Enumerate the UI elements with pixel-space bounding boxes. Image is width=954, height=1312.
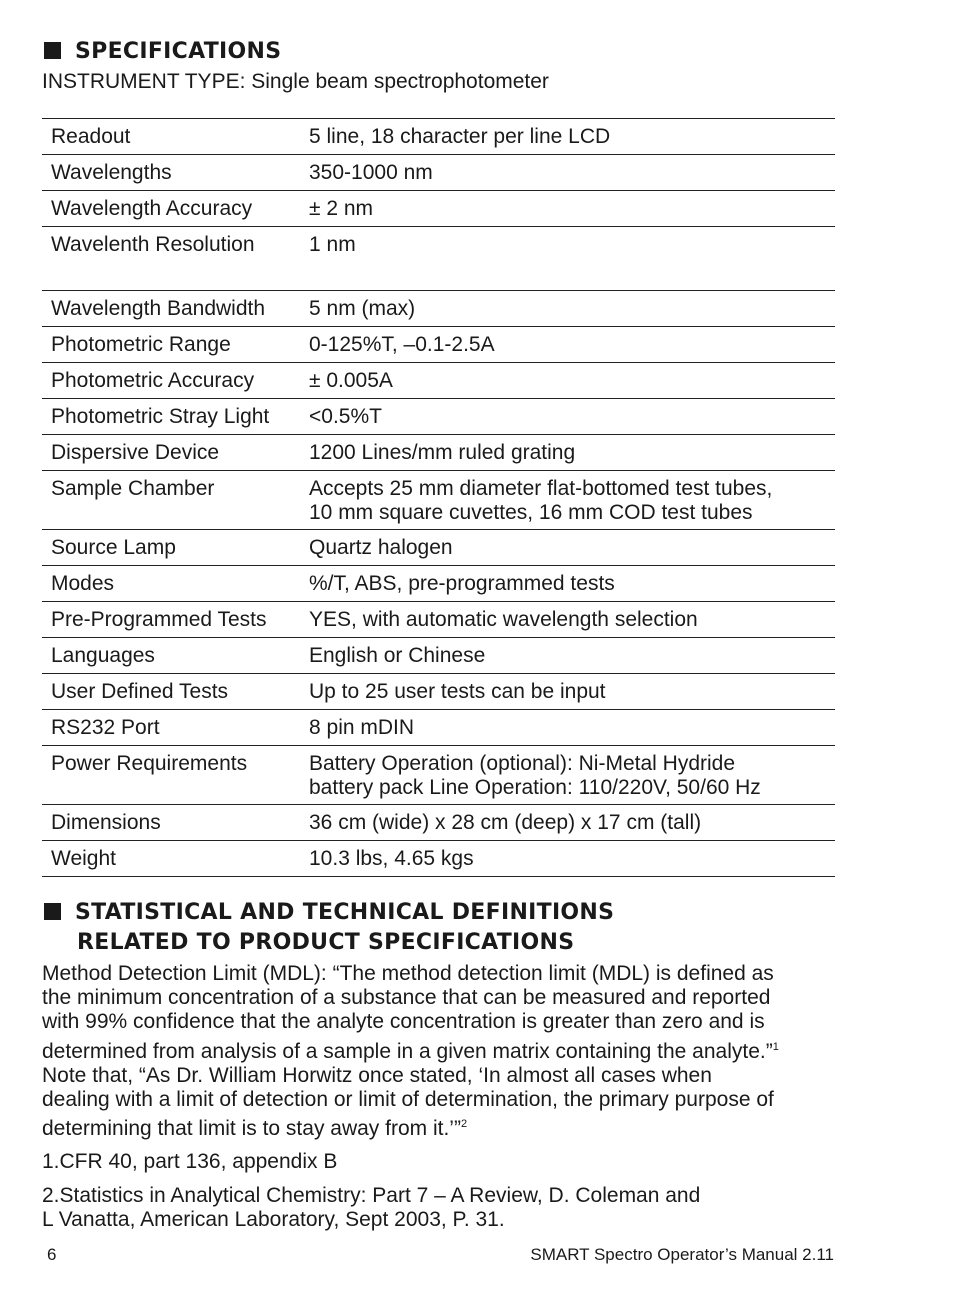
spec-value xyxy=(309,327,835,363)
instrument-type: INSTRUMENT TYPE: Single beam spectrophotometer xyxy=(42,70,549,93)
footnote-2-line: L Vanatta, American Laboratory, Sept 2003, P. 31. xyxy=(42,1208,505,1231)
spec-value-line: 5 nm (max) xyxy=(309,297,416,320)
square-bullet-icon xyxy=(44,903,61,920)
spec-value-line: 36 cm (wide) x 28 cm (deep) x 17 cm (tall) xyxy=(309,811,702,834)
page-number: 6 xyxy=(47,1245,57,1264)
spec-value-line: 0-125%T, –0.1-2.5A xyxy=(309,333,495,356)
spec-row xyxy=(42,805,835,841)
spec-value xyxy=(309,191,835,227)
spec-label: Weight xyxy=(42,841,309,877)
definitions-paragraph xyxy=(42,962,842,1141)
spec-label: RS232 Port xyxy=(42,710,309,746)
spec-row xyxy=(42,602,835,638)
footnote-2 xyxy=(42,1184,842,1232)
spec-value-line: 1200 Lines/mm ruled grating xyxy=(309,441,576,464)
spec-label: Source Lamp xyxy=(42,530,309,566)
definitions-heading-line2: RELATED TO PRODUCT SPECIFICATIONS xyxy=(77,930,575,955)
spec-row xyxy=(42,471,835,530)
spec-label: Modes xyxy=(42,566,309,602)
spec-label: Power Requirements xyxy=(42,746,309,805)
definitions-heading-line1: STATISTICAL AND TECHNICAL DEFINITIONS xyxy=(75,900,615,925)
manual-title: SMART Spectro Operator’s Manual 2.11 xyxy=(530,1245,834,1264)
footnote-reference: 1 xyxy=(772,1040,779,1053)
spec-label: Readout xyxy=(42,119,309,155)
spec-value xyxy=(309,155,835,191)
spec-value xyxy=(309,746,835,805)
spec-row xyxy=(42,710,835,746)
spec-row xyxy=(42,746,835,805)
square-bullet-icon xyxy=(44,42,61,59)
spec-value-line: 1 nm xyxy=(309,233,356,256)
paragraph-line: determining that limit is to stay away from it.’” xyxy=(42,1117,461,1141)
spec-value-line: Battery Operation (optional): Ni-Metal Hydride xyxy=(309,752,736,775)
spec-row xyxy=(42,191,835,227)
spec-value xyxy=(309,363,835,399)
spec-value-line: ± 2 nm xyxy=(309,197,374,220)
spec-label: Wavelenth Resolution xyxy=(42,227,309,291)
spec-value xyxy=(309,602,835,638)
spec-row xyxy=(42,566,835,602)
spec-value-line: English or Chinese xyxy=(309,644,486,667)
spec-value-line: 350-1000 nm xyxy=(309,161,433,184)
spec-value xyxy=(309,471,835,530)
spec-label: Wavelength Bandwidth xyxy=(42,291,309,327)
spec-value-line: battery pack Line Operation: 110/220V, 50/60 Hz xyxy=(309,776,761,799)
footnote-2-line: 2.Statistics in Analytical Chemistry: Part 7 – A Review, D. Coleman and xyxy=(42,1184,701,1207)
spec-row xyxy=(42,327,835,363)
spec-row xyxy=(42,119,835,155)
spec-value-line: Up to 25 user tests can be input xyxy=(309,680,606,703)
spec-value xyxy=(309,227,835,291)
spec-value-line: Accepts 25 mm diameter flat-bottomed test tubes, xyxy=(309,477,773,500)
paragraph-line: Method Detection Limit (MDL): “The method detection limit (MDL) is defined as xyxy=(42,962,774,985)
spec-label: Wavelength Accuracy xyxy=(42,191,309,227)
spec-value xyxy=(309,291,835,327)
spec-row xyxy=(42,227,835,291)
spec-value-line: <0.5%T xyxy=(309,405,382,428)
spec-value-line: ± 0.005A xyxy=(309,369,393,392)
spec-label: Wavelengths xyxy=(42,155,309,191)
specifications-heading-text: SPECIFICATIONS xyxy=(75,39,282,64)
spec-value xyxy=(309,435,835,471)
specifications-table xyxy=(42,118,835,877)
paragraph-line: with 99% confidence that the analyte concentration is greater than zero and is xyxy=(42,1010,765,1034)
spec-row xyxy=(42,291,835,327)
spec-value xyxy=(309,566,835,602)
spec-row xyxy=(42,155,835,191)
paragraph-line: Note that, “As Dr. William Horwitz once stated, ‘In almost all cases when xyxy=(42,1063,712,1087)
footnote-reference: 2 xyxy=(460,1118,468,1131)
spec-value-line: %/T, ABS, pre-programmed tests xyxy=(309,572,615,595)
spec-row xyxy=(42,841,835,877)
spec-value xyxy=(309,674,835,710)
spec-value xyxy=(309,530,835,566)
spec-label: Photometric Stray Light xyxy=(42,399,309,435)
spec-label: Sample Chamber xyxy=(42,471,309,530)
spec-label: User Defined Tests xyxy=(42,674,309,710)
spec-row xyxy=(42,399,835,435)
footnote-1: 1.CFR 40, part 136, appendix B xyxy=(42,1150,338,1173)
spec-label: Languages xyxy=(42,638,309,674)
spec-row xyxy=(42,638,835,674)
definitions-heading xyxy=(44,898,614,958)
spec-value xyxy=(309,119,835,155)
spec-value xyxy=(309,399,835,435)
spec-row xyxy=(42,674,835,710)
spec-label: Dimensions xyxy=(42,805,309,841)
spec-row xyxy=(42,435,835,471)
spec-value-line: YES, with automatic wavelength selection xyxy=(309,608,698,631)
spec-value-line: 10.3 lbs, 4.65 kgs xyxy=(309,847,474,870)
paragraph-line: the minimum concentration of a substance that can be measured and reported xyxy=(42,986,771,1010)
spec-label: Photometric Accuracy xyxy=(42,363,309,399)
spec-value-line: 10 mm square cuvettes, 16 mm COD test tubes xyxy=(309,501,753,524)
spec-value xyxy=(309,805,835,841)
spec-value-line: 8 pin mDIN xyxy=(309,716,415,739)
spec-row xyxy=(42,363,835,399)
spec-label: Dispersive Device xyxy=(42,435,309,471)
spec-value-line: 5 line, 18 character per line LCD xyxy=(309,125,611,148)
spec-value-line: Quartz halogen xyxy=(309,536,453,559)
spec-label: Photometric Range xyxy=(42,327,309,363)
paragraph-line: determined from analysis of a sample in a given matrix containing the analyte.” xyxy=(42,1039,773,1063)
spec-row xyxy=(42,530,835,566)
specifications-heading xyxy=(44,37,281,67)
spec-value xyxy=(309,638,835,674)
spec-value xyxy=(309,710,835,746)
spec-value xyxy=(309,841,835,877)
spec-label: Pre-Programmed Tests xyxy=(42,602,309,638)
paragraph-line: dealing with a limit of detection or limit of determination, the primary purpose of xyxy=(42,1088,774,1112)
